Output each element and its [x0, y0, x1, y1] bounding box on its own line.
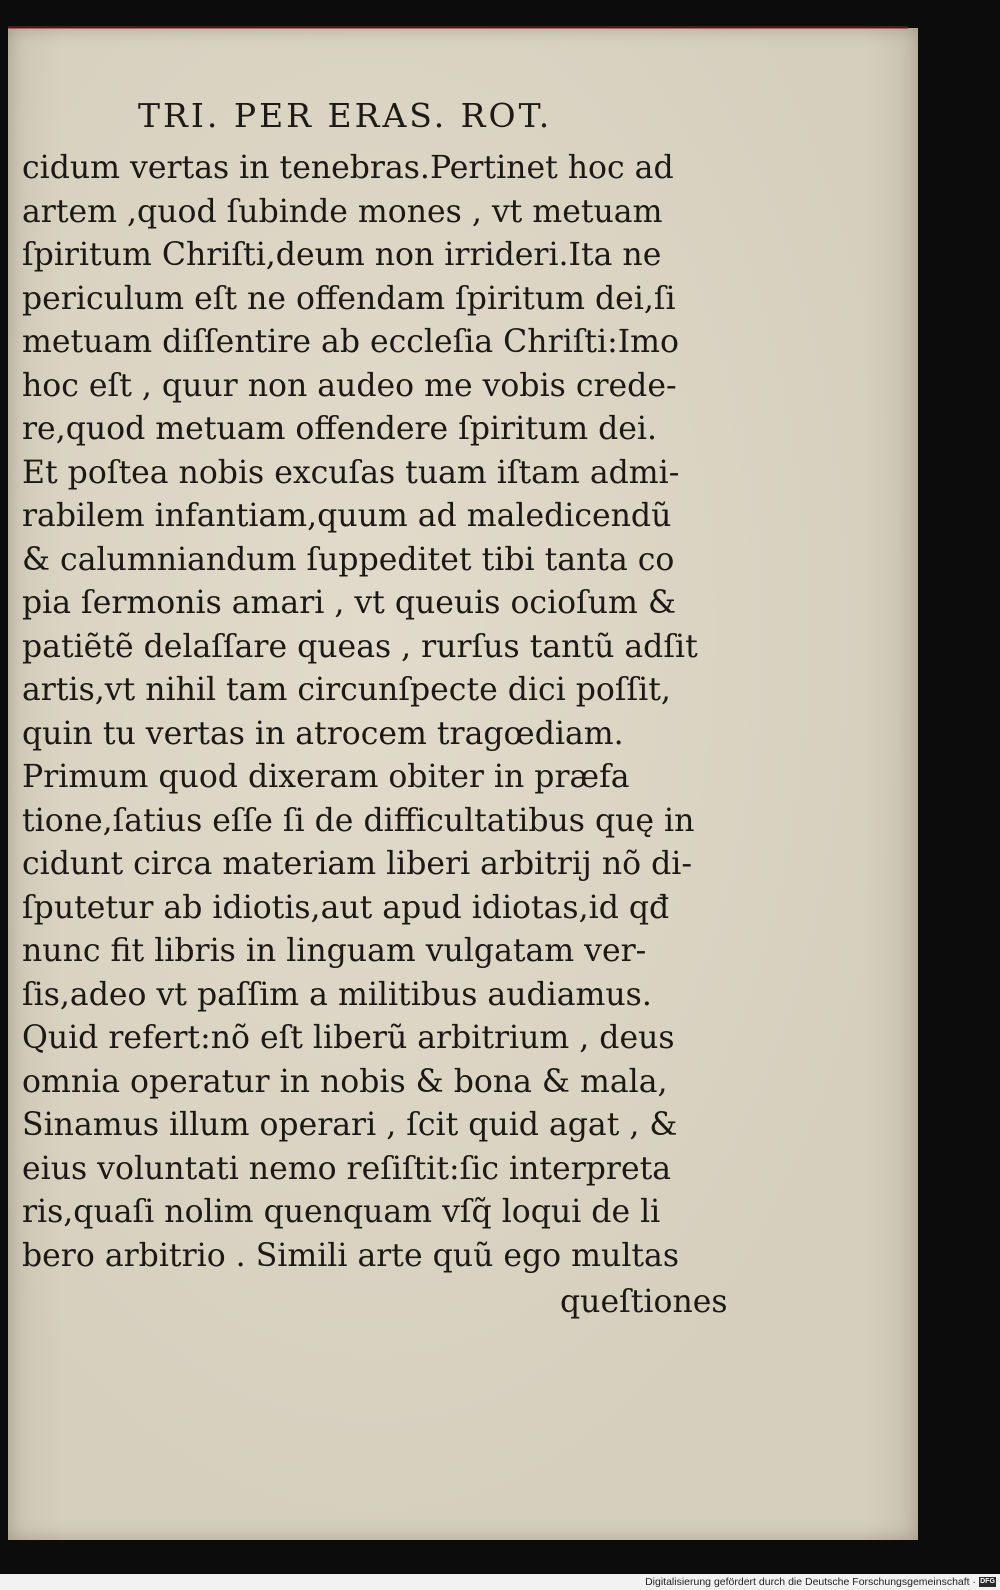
text-line: Primum quod dixeram obiter in præfa [22, 759, 630, 795]
text-line: Quid refert:nõ eſt liberũ arbitrium , deus [22, 1020, 675, 1056]
dfg-logo-icon: DFG [980, 1578, 995, 1585]
text-line: rabilem infantiam,quum ad maledicendũ [22, 498, 672, 534]
text-line: pia ſermonis amari , vt queuis ocioſum & [22, 585, 676, 621]
text-block [22, 147, 762, 1278]
footer-strip [0, 1574, 1000, 1590]
page-top-edge [8, 26, 908, 29]
footer-credit: Digitalisierung gefördert durch die Deutsche Forschungsgemeinschaft · [645, 1576, 976, 1588]
text-line: Sinamus illum operari , ſcit quid agat , & [22, 1107, 678, 1143]
text-line: cidunt circa materiam liberi arbitrij nõ di- [22, 846, 692, 882]
text-line: tione,ſatius eſſe ſi de difficultatibus quę in [22, 802, 695, 839]
text-line: eius voluntati nemo reſiſtit:ſic interpreta [22, 1150, 672, 1187]
text-line: ſputetur ab idiotis,aut apud idiotas,id qđ [22, 889, 670, 926]
running-head: TRI. PER ERAS. ROT. [138, 96, 553, 135]
text-line: re,quod metuam offendere ſpiritum dei. [22, 411, 657, 447]
text-line: quin tu vertas in atrocem tragœdiam. [22, 715, 624, 752]
catchword: queſtiones [560, 1284, 728, 1320]
text-line: nunc fit libris in linguam vulgatam ver- [22, 933, 647, 969]
text-line: cidum vertas in tenebras.Pertinet hoc ad [22, 150, 674, 186]
text-line: metuam diſſentire ab eccleſia Chriſti:Imo [22, 324, 679, 360]
text-line: hoc eſt , quur non audeo me vobis crede- [22, 367, 677, 404]
text-line: Et poſtea nobis excuſas tuam iſtam admi- [22, 454, 680, 491]
text-line: bero arbitrio . Simili arte quũ ego multas [22, 1237, 679, 1274]
text-line: artem ,quod ſubinde mones , vt metuam [22, 193, 663, 230]
text-line: artis,vt nihil tam circunſpecte dici poſſit, [22, 672, 671, 708]
text-line: ſis,adeo vt paſſim a militibus audiamus. [22, 976, 652, 1013]
text-line: periculum eſt ne offendam ſpiritum dei,ſi [22, 280, 676, 317]
text-line: & calumniandum ſuppeditet tibi tanta co [22, 541, 675, 578]
text-line: omnia operatur in nobis & bona & mala, [22, 1063, 668, 1100]
text-line: ris,quaſi nolim quenquam vſq̃ loqui de li [22, 1194, 661, 1230]
text-line: patiẽtẽ delaſſare queas , rurſus tantũ adſit [22, 628, 698, 665]
text-line: ſpiritum Chriſti,deum non irrideri.Ita ne [22, 237, 662, 273]
